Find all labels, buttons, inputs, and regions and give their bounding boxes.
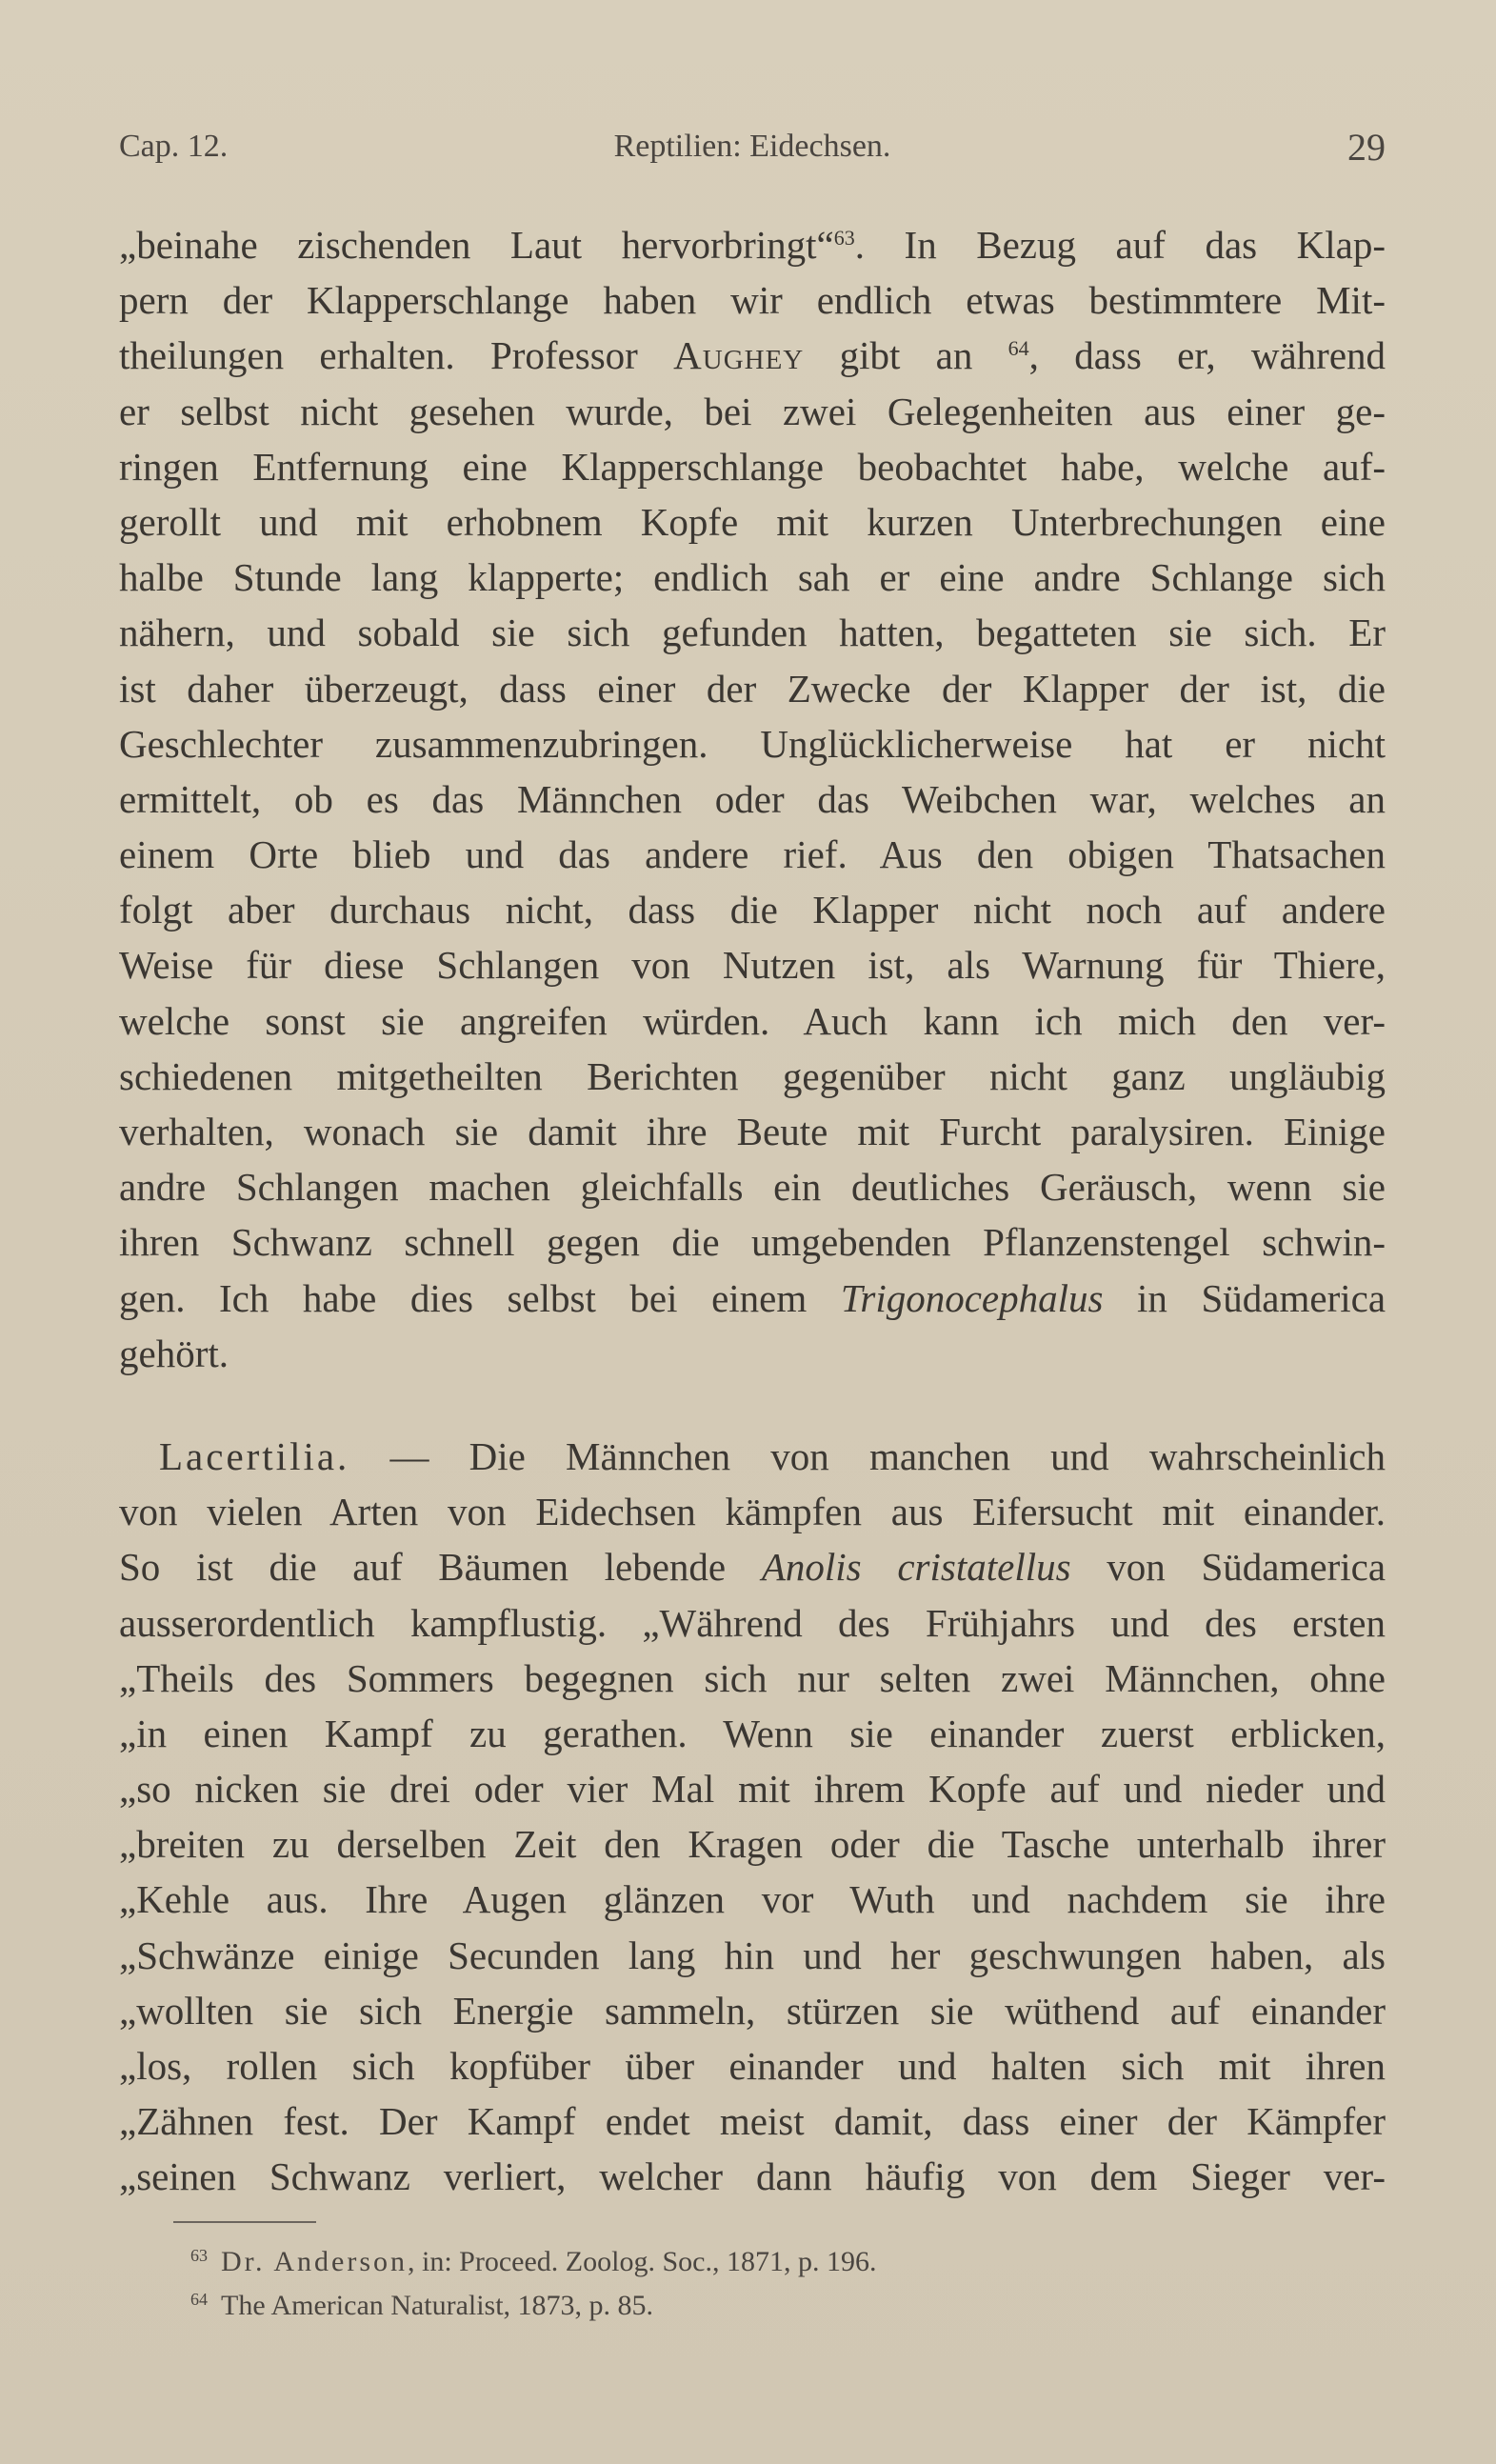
text-line: „Zähnen fest. Der Kampf endet meist damit, dass einer der Kämpfer — [119, 2099, 1386, 2144]
text-line: „so nicken sie drei oder vier Mal mit ihrem Kopfe auf und nieder und — [119, 1767, 1386, 1812]
text-line: ermittelt, ob es das Männchen oder das Weibchen war, welches an — [119, 776, 1386, 821]
footnote-64: $^{64}$ The American Naturalist, 1873, p. 85. — [190, 2290, 654, 2321]
text-line: nähern, und sobald sie sich gefunden hatten, begatteten sie sich. Er — [119, 611, 1386, 655]
text-line: „breiten zu derselben Zeit den Kragen oder die Tasche unterhalb ihrer — [119, 1822, 1386, 1867]
text-line: gerollt und mit erhobnem Kopfe mit kurzen Unterbrechungen eine — [119, 499, 1386, 544]
text-line: So ist die auf Bäumen lebende Anolis cristatellus von Südamerica — [119, 1545, 1386, 1590]
text-line: von vielen Arten von Eidechsen kämpfen aus Eifersucht mit einander. — [119, 1490, 1386, 1534]
paragraph-snakes — [119, 217, 1386, 1381]
text-line: gen. Ich habe dies selbst bei einem Trigonocephalus in Südamerica — [119, 1275, 1386, 1320]
text-line: „Theils des Sommers begegnen sich nur selten zwei Männchen, ohne — [119, 1655, 1386, 1700]
text-line: „seinen Schwanz verliert, welcher dann häufig von dem Sieger ver- — [119, 2154, 1386, 2199]
text-line: halbe Stunde lang klapperte; endlich sah er eine andre Schlange sich — [119, 555, 1386, 600]
text-line: folgt aber durchaus nicht, dass die Klapper nicht noch auf andere — [119, 888, 1386, 932]
text-line: verhalten, wonach sie damit ihre Beute mit Furcht paralysiren. Einige — [119, 1110, 1386, 1153]
text-line: „Schwänze einige Secunden lang hin und her geschwungen haben, als — [119, 1933, 1386, 1977]
footnote-ref-64[interactable]: 64 — [1007, 336, 1029, 361]
text-line: „beinahe zischenden Laut hervorbringt“$^{63}$. In Bezug auf das Klap- — [119, 223, 1386, 267]
section-heading-lacertilia: Lacertilia. — [159, 1433, 350, 1478]
text-line: ist daher überzeugt, dass einer der Zwecke der Klapper der ist, die — [119, 666, 1386, 711]
footnote-ref-63[interactable]: 63 — [833, 226, 855, 250]
text-line: schiedenen mitgetheilten Berichten gegenüber nicht ganz ungläubig — [119, 1053, 1386, 1098]
text-line: welche sonst sie angreifen würden. Auch kann ich mich den ver- — [119, 998, 1386, 1043]
text-line: „Kehle aus. Ihre Augen glänzen vor Wuth und nachdem sie ihre — [119, 1877, 1386, 1922]
text-line: theilungen erhalten. Professor Aughey gibt an $^{64}$, dass er, während — [119, 333, 1386, 378]
main-text — [119, 217, 1386, 2205]
species-name: Anolis cristatellus — [761, 1545, 1071, 1590]
text-line: er selbst nicht gesehen wurde, bei zwei Gelegenheiten aus einer ge- — [119, 389, 1386, 433]
running-head — [119, 126, 1386, 176]
text-line: andre Schlangen machen gleichfalls ein deutliches Geräusch, wenn sie — [119, 1165, 1386, 1210]
footnote-63: $^{63}$ Dr. Anderson, in: Proceed. Zoolog. Soc., 1871, p. 196. — [190, 2246, 877, 2277]
text-line: Geschlechter zusammenzubringen. Unglücklicherweise hat er nicht — [119, 721, 1386, 766]
text-line: „wollten sie sich Energie sammeln, stürzen sie wüthend auf einander — [119, 1988, 1386, 2033]
text-line: pern der Klapperschlange haben wir endlich etwas bestimmtere Mit- — [119, 278, 1386, 323]
text-line: Weise für diese Schlangen von Nutzen ist, als Warnung für Thiere, — [119, 943, 1386, 988]
footnote-divider — [173, 2221, 316, 2223]
text-line: Lacertilia. — Die Männchen von manchen und wahrscheinlich — [159, 1433, 1386, 1478]
paragraph-gap — [119, 1381, 1386, 1429]
text-line: ringen Entfernung eine Klapperschlange beobachtet habe, welche auf- — [119, 444, 1386, 489]
paragraph-lizards — [119, 1429, 1386, 2205]
text-line: einem Orte blieb und das andere rief. Aus den obigen Thatsachen — [119, 832, 1386, 877]
page-number: 29 — [1347, 126, 1386, 169]
section-title: Reptilien: Eidechsen. — [613, 129, 891, 164]
species-name: Trigonocephalus — [840, 1275, 1104, 1320]
text-line: ihren Schwanz schnell gegen die umgebenden Pflanzenstengel schwin- — [119, 1220, 1386, 1265]
chapter-label: Cap. 12. — [119, 129, 229, 164]
text-line: gehört. — [119, 1331, 229, 1375]
text-line: „los, rollen sich kopfüber über einander und halten sich mit ihren — [119, 2044, 1386, 2088]
text-line: ausserordentlich kampflustig. „Während des Frühjahrs und des ersten — [119, 1600, 1386, 1645]
footnotes — [190, 2240, 1238, 2328]
author-name: Aughey — [673, 333, 805, 378]
text-line: „in einen Kampf zu gerathen. Wenn sie einander zuerst erblicken, — [119, 1711, 1386, 1755]
